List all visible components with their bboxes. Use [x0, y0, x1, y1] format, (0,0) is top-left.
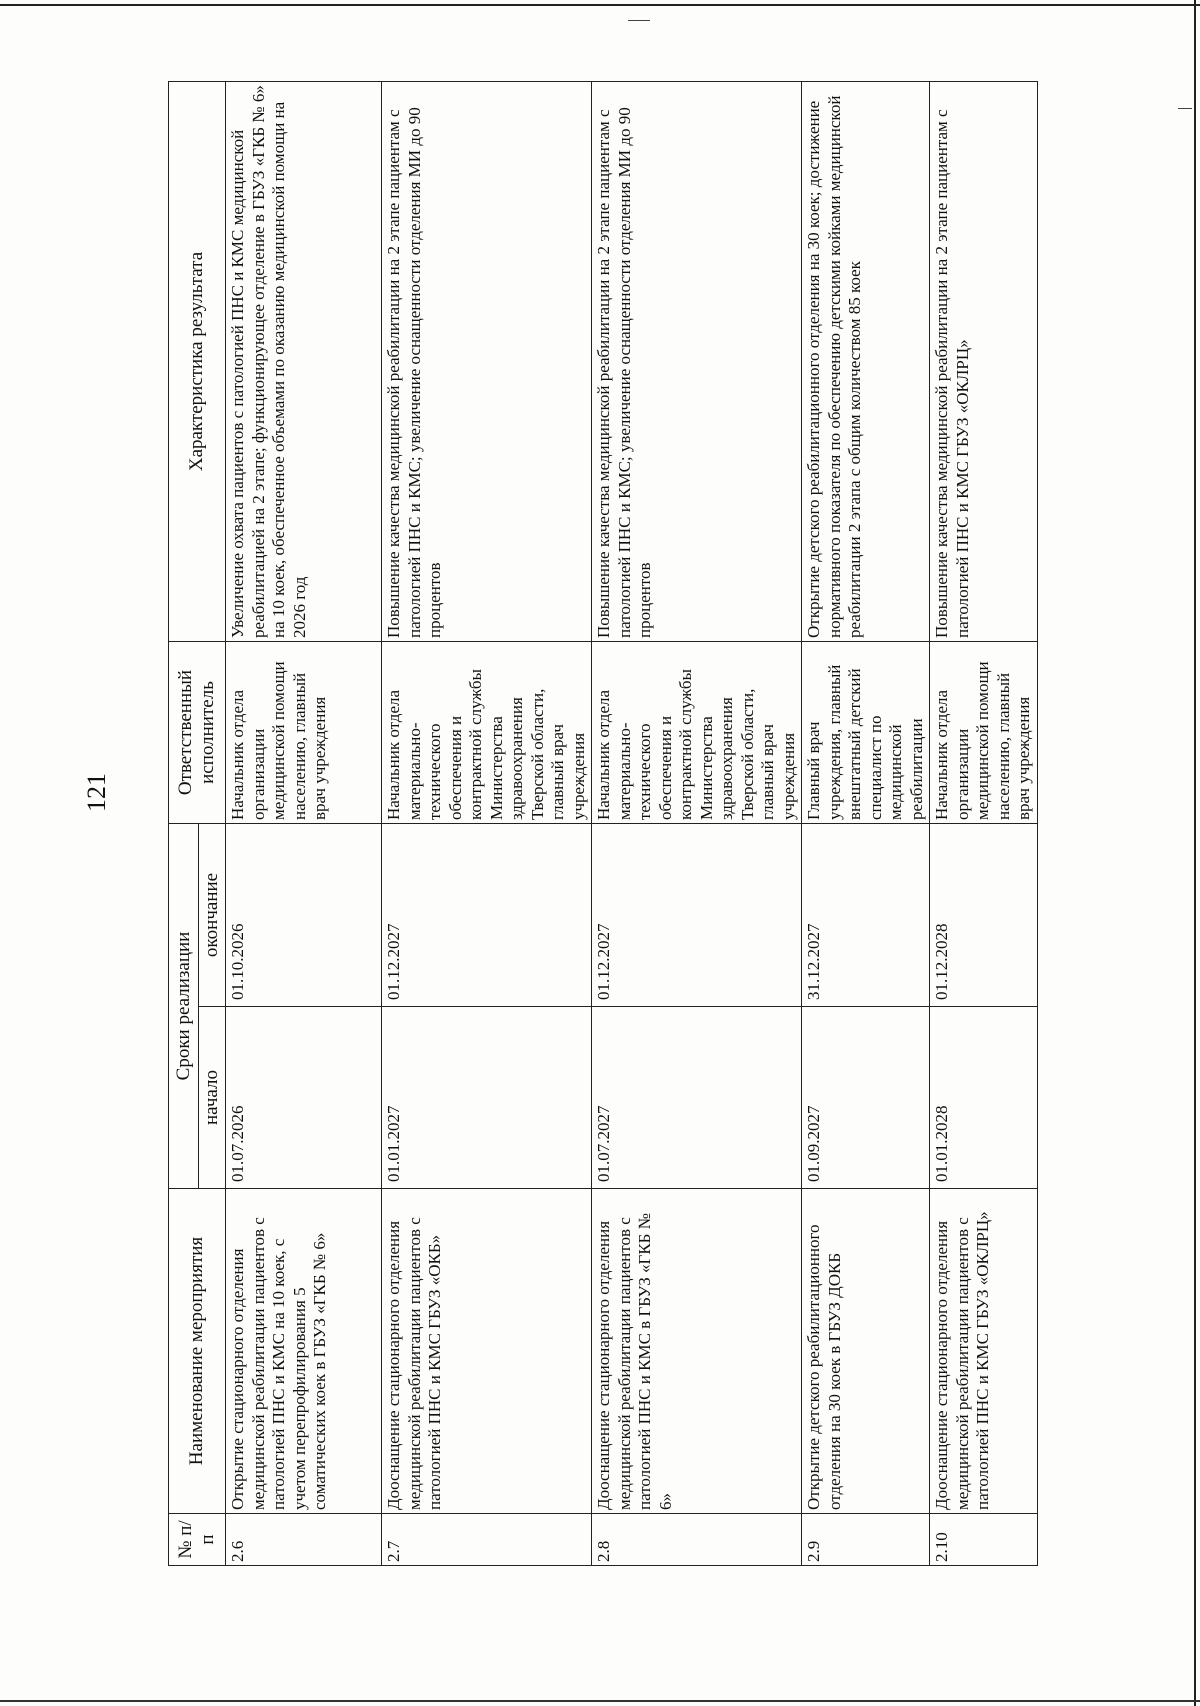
table-row	[382, 82, 592, 1566]
row-responsible: Начальник отдела организации медицинской помощи населению, главный врач учреждения	[930, 642, 1038, 824]
row-num: 2.6	[226, 1514, 382, 1566]
row-num: 2.8	[592, 1514, 802, 1566]
row-end: 31.12.2027	[802, 824, 930, 1007]
scan-frame-bottom	[0, 1700, 1200, 1702]
header-num: № п/п	[169, 1514, 226, 1566]
row-responsible: Начальник отдела материально-технического обеспечения и контрактной службы Министерства здравоохранения Тверской области, главный врач учреждения	[382, 642, 592, 824]
table-row	[226, 82, 382, 1566]
row-start: 01.09.2027	[802, 1007, 930, 1189]
table-row	[592, 82, 802, 1566]
row-num: 2.10	[930, 1514, 1038, 1566]
header-name: Наименование мероприятия	[169, 1189, 226, 1514]
row-num: 2.9	[802, 1514, 930, 1566]
row-name: Открытие детского реабилитационного отделения на 30 коек в ГБУЗ ДОКБ	[802, 1189, 930, 1514]
row-start: 01.01.2028	[930, 1007, 1038, 1189]
header-end: окончание	[199, 824, 226, 1007]
row-name: Открытие стационарного отделения медицинской реабилитации пациентов с патологией ПНС и КМС на 10 коек, с учетом перепрофилирования 5 соматических коек в ГБУЗ «ГКБ № 6»	[226, 1189, 382, 1514]
row-responsible: Начальник отдела материально-технического обеспечения и контрактной службы Министерства здравоохранения Тверской области, главный врач учреждения	[592, 642, 802, 824]
row-result: Повышение качества медицинской реабилитации на 2 этапе пациентам с патологией ПНС и КМС; увеличение оснащенности отделения МИ до 90 процентов	[382, 82, 592, 642]
page-number: 121	[82, 773, 111, 812]
row-num: 2.7	[382, 1514, 592, 1566]
row-result: Открытие детского реабилитационного отделения на 30 коек; достижение нормативного показателя по обеспечению детскими койками медицинской реабилитации 2 этапа с общим количеством 85 коек	[802, 82, 930, 642]
header-responsible: Ответственный исполнитель	[169, 642, 226, 824]
row-responsible: Главный врач учреждения, главный внештатный детский специалист по медицинской реабилитации	[802, 642, 930, 824]
row-result: Повышение качества медицинской реабилитации на 2 этапе пациентам с патологией ПНС и КМС ГБУЗ «ОКЛРЦ»	[930, 82, 1038, 642]
table-row	[930, 82, 1038, 1566]
scan-mark	[1178, 108, 1192, 109]
row-responsible: Начальник отдела организации медицинской помощи населению, главный врач учреждения	[226, 642, 382, 824]
header-terms: Сроки реализации	[169, 824, 199, 1189]
scan-mark	[628, 20, 650, 21]
scan-frame-top	[0, 4, 1200, 6]
row-start: 01.07.2026	[226, 1007, 382, 1189]
row-end: 01.12.2027	[592, 824, 802, 1007]
scan-frame-right	[1194, 0, 1196, 1706]
row-name: Дооснащение стационарного отделения медицинской реабилитации пациентов с патологией ПНС и КМС ГБУЗ «ОКБ»	[382, 1189, 592, 1514]
rotated-table-wrapper	[168, 82, 1033, 1566]
row-end: 01.12.2027	[382, 824, 592, 1007]
table-row	[802, 82, 930, 1566]
header-result: Характеристика результата	[169, 82, 226, 642]
row-result: Повышение качества медицинской реабилитации на 2 этапе пациентам с патологией ПНС и КМС; увеличение оснащенности отделения МИ до 90 процентов	[592, 82, 802, 642]
header-start: начало	[199, 1007, 226, 1189]
row-end: 01.10.2026	[226, 824, 382, 1007]
row-end: 01.12.2028	[930, 824, 1038, 1007]
row-start: 01.01.2027	[382, 1007, 592, 1189]
row-result: Увеличение охвата пациентов с патологией ПНС и КМС медицинской реабилитацией на 2 этапе; функционирующее отделение в ГБУЗ «ГКБ № 6» на 10 коек, обеспеченное объемами по оказанию медицинской помощи на 2026 год	[226, 82, 382, 642]
row-name: Дооснащение стационарного отделения медицинской реабилитации пациентов с патологией ПНС и КМС в ГБУЗ «ГКБ № 6»	[592, 1189, 802, 1514]
row-start: 01.07.2027	[592, 1007, 802, 1189]
measures-table	[168, 81, 1038, 1566]
row-name: Дооснащение стационарного отделения медицинской реабилитации пациентов с патологией ПНС и КМС ГБУЗ «ОКЛРЦ»	[930, 1189, 1038, 1514]
